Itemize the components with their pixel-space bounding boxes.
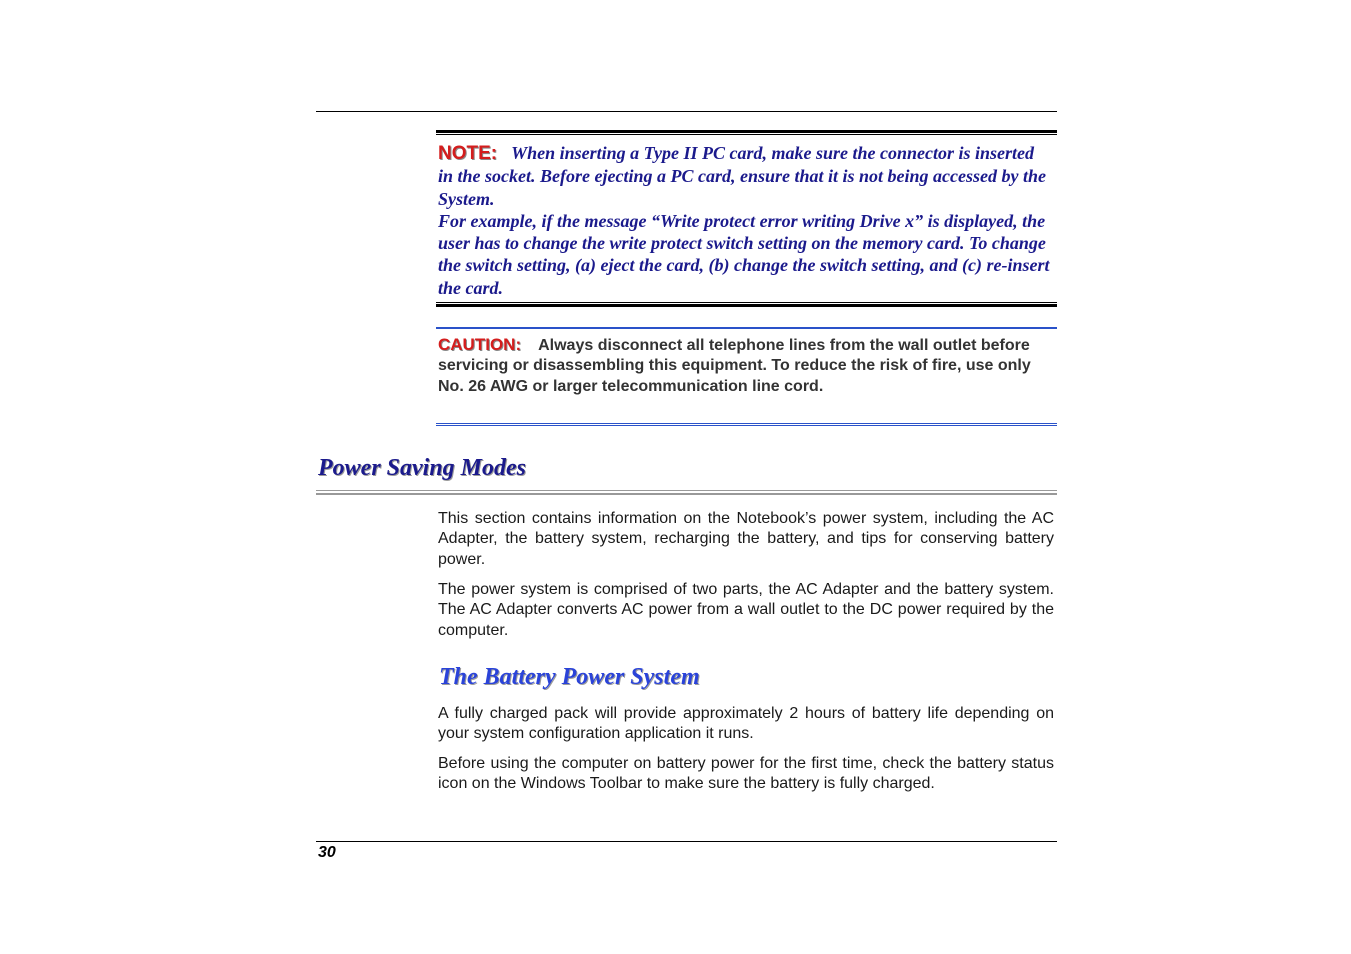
- caution-text: [438, 335, 1050, 397]
- subsection-heading: The Battery Power System: [439, 664, 700, 690]
- caution-top-rule: [436, 327, 1057, 329]
- section-heading: Power Saving Modes: [318, 455, 527, 481]
- subsection-paragraph-1: A fully charged pack will provide approximately 2 hours of battery life depending on your system configuration application it runs.: [438, 705, 1054, 743]
- note-top-rule: [436, 130, 1057, 135]
- section-paragraph-2: The power system is comprised of two parts, the AC Adapter and the battery system. The AC Adapter converts AC power from a wall outlet to the DC power required by the computer.: [438, 581, 1054, 639]
- section-heading-rule: [316, 490, 1057, 495]
- subsection-paragraph-2: Before using the computer on battery power for the first time, check the battery status icon on the Windows Toolbar to make sure the battery is fully charged.: [438, 755, 1054, 793]
- header-rule: [316, 111, 1057, 112]
- caution-bottom-rule: [436, 423, 1057, 426]
- caution-box: [436, 327, 1057, 428]
- note-box: [436, 130, 1057, 308]
- page-number: 30: [318, 844, 336, 861]
- footer-rule: [316, 841, 1057, 842]
- caution-body: Always disconnect all telephone lines from the wall outlet before servicing or disassembling this equipment. To reduce the risk of fire, use only No. 26 AWG or larger telecommunication line cord.: [438, 337, 1031, 395]
- note-text-part-1: When inserting a Type II PC card, make sure the connector is inserted in the socket. Before ejecting a PC card, ensure that it is not being accessed by the System.: [438, 143, 1046, 209]
- note-label: NOTE:: [438, 143, 498, 164]
- note-text-part-2: For example, if the message “Write protect error writing Drive x” is displayed, the user has to change the write protect switch setting on the memory card. To change the switch setting, (a) eject the card, (b) change the switch setting, and (c) re-insert the card.: [438, 210, 1050, 298]
- note-text: [438, 142, 1050, 299]
- note-bottom-rule: [436, 302, 1057, 307]
- section-paragraph-1: This section contains information on the Notebook’s power system, including the AC Adapter, the battery system, recharging the battery, and tips for conserving battery power.: [438, 510, 1054, 568]
- caution-label: CAUTION:: [438, 335, 522, 354]
